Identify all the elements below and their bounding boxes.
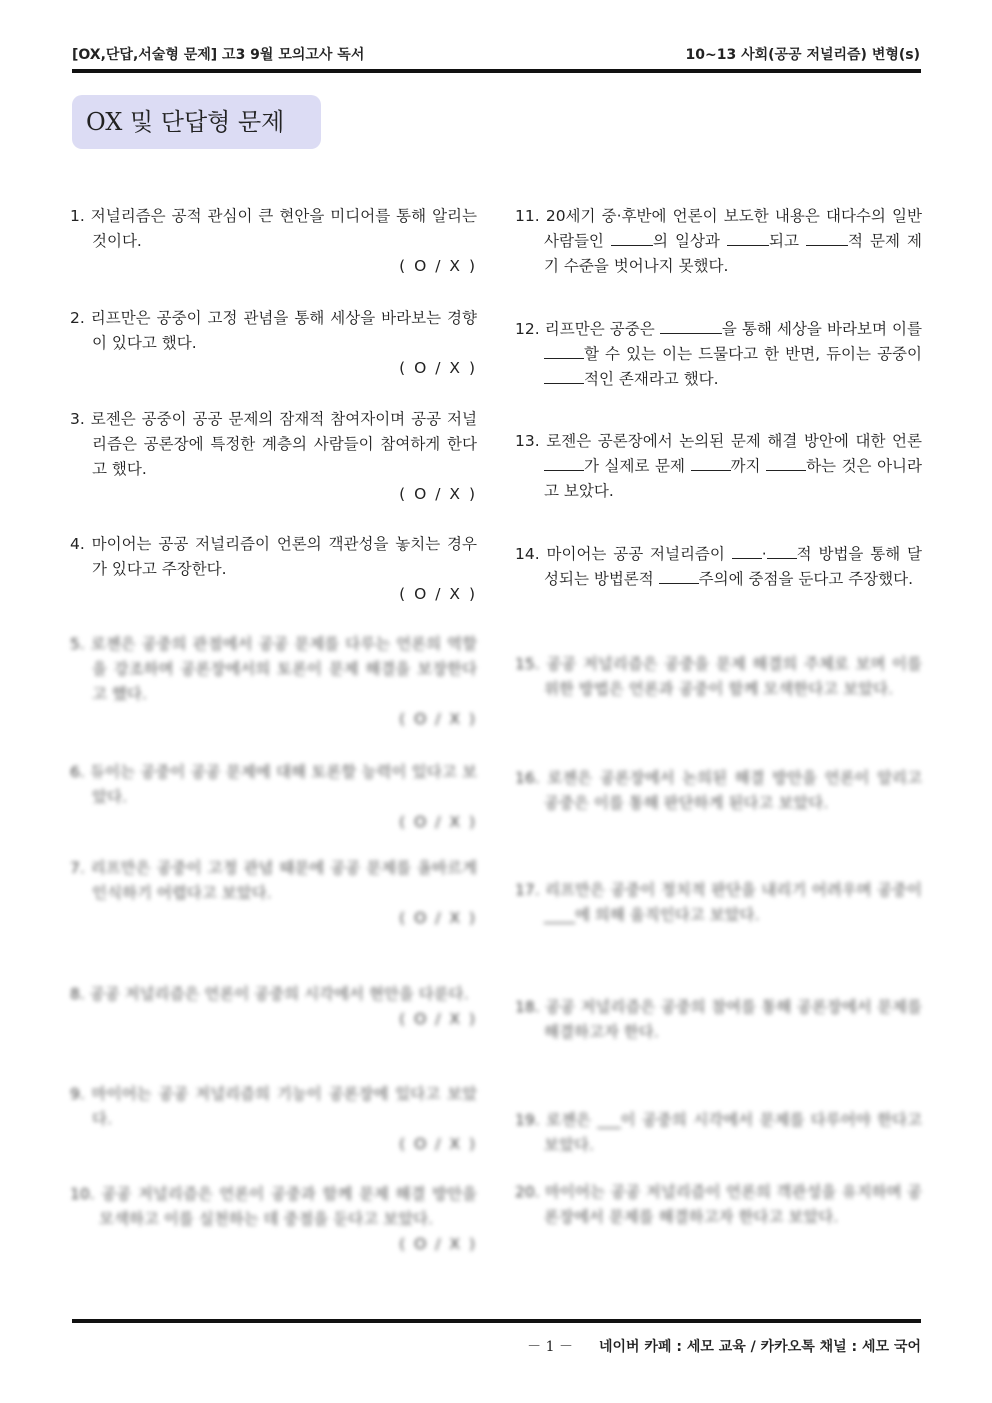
answer-blank[interactable] (766, 455, 806, 471)
question-text: 19. 로젠은 ___이 공중의 시각에서 문제를 다루어야 한다고 보았다. (515, 1111, 922, 1154)
header-right-title: 10~13 사회(공공 저널리즘) 변형(s) (685, 47, 920, 63)
question-segment: 12. 리프만은 공중은 (515, 320, 660, 338)
question-text: 16. 로젠은 공론장에서 논의된 해결 방안을 언론이 알리고 공중은 이를 통해 판단하게 된다고 보았다. (515, 769, 922, 812)
question-text: 2. 리프만은 공중이 고정 관념을 통해 세상을 바라보는 경향이 있다고 했다. (70, 309, 477, 352)
answer-blank[interactable] (544, 343, 584, 359)
answer-blank[interactable] (727, 230, 769, 246)
short-answer-question-11 (515, 204, 922, 279)
question-text: 9. 마이어는 공공 저널리즘의 기능이 공론장에 있다고 보았다. (70, 1085, 477, 1128)
answer-blank[interactable] (611, 230, 653, 246)
question-text: 6. 듀이는 공중이 공공 문제에 대해 토론할 능력이 있다고 보았다. (70, 763, 477, 806)
short-answer-question-14 (515, 542, 922, 592)
section-title: OX 및 단답형 문제 (72, 95, 321, 149)
short-answer-question-12 (515, 317, 922, 392)
header-rule (72, 69, 921, 73)
ox-question-10 (70, 1182, 477, 1257)
short-answer-question-19 (515, 1108, 922, 1158)
header-left-title: [OX,단답,서술형 문제] 고3 9월 모의고사 독서 (72, 47, 365, 63)
short-answer-question-15 (515, 652, 922, 702)
question-segment: 의 일상과 (652, 232, 727, 250)
question-text: 4. 마이어는 공공 저널리즘이 언론의 객관성을 놓치는 경우가 있다고 주장한다. (70, 535, 477, 578)
answer-blank[interactable] (691, 455, 731, 471)
question-segment: 되고 (768, 232, 806, 250)
question-text: 3. 로젠은 공중이 공공 문제의 잠재적 참여자이며 공공 저널리즘은 공론장에 특정한 계층의 사람들이 참여하게 한다고 했다. (70, 410, 477, 478)
question-text: 17. 리프만은 공중이 정치적 판단을 내리기 어려우며 공중이 ____에 의해 움직인다고 보았다. (515, 881, 922, 924)
question-segment: 적인 존재라고 했다. (584, 370, 719, 388)
ox-choice: ( O / X ) (399, 359, 477, 377)
ox-choice: ( O / X ) (399, 257, 477, 275)
ox-choice: ( O / X ) (399, 813, 477, 831)
ox-choice: ( O / X ) (399, 585, 477, 603)
ox-question-6 (70, 760, 477, 835)
question-text: 5. 로젠은 공중의 관점에서 공공 문제를 다루는 언론의 역할을 강조하며 공론장에서의 토론이 문제 해결을 보장한다고 했다. (70, 635, 477, 703)
question-segment: 할 수 있는 이는 드물다고 한 반면, 듀이는 공중이 (584, 345, 922, 363)
ox-question-1 (70, 204, 477, 279)
footer-credit: 네이버 카페 : 세모 교육 / 카카오톡 채널 : 세모 국어 (598, 1339, 921, 1355)
footer-rule (72, 1319, 921, 1323)
question-segment: · (761, 545, 767, 563)
short-answer-question-16 (515, 766, 922, 816)
ox-choice: ( O / X ) (399, 909, 477, 927)
question-segment: 적 방법을 통해 달성되는 방법론적 (544, 545, 923, 588)
ox-question-5 (70, 632, 477, 732)
ox-choice: ( O / X ) (399, 485, 477, 503)
answer-blank[interactable] (806, 230, 848, 246)
question-segment: 하는 것은 아니라고 보았다. (544, 457, 923, 500)
ox-question-9 (70, 1082, 477, 1157)
ox-question-2 (70, 306, 477, 381)
answer-blank[interactable] (544, 455, 584, 471)
question-text: 15. 공공 저널리즘은 공중을 문제 해결의 주체로 보며 이를 위한 방법은 언론과 공중이 함께 모색한다고 보았다. (515, 655, 922, 698)
question-text (515, 204, 922, 279)
question-text: 1. 저널리즘은 공적 관심이 큰 현안을 미디어를 통해 알리는 것이다. (70, 207, 477, 250)
ox-choice: ( O / X ) (399, 710, 477, 728)
question-text (515, 429, 922, 504)
answer-blank[interactable] (659, 568, 699, 584)
short-answer-question-20 (515, 1180, 922, 1230)
question-text: 20. 마이어는 공공 저널리즘이 언론의 객관성을 유지하며 공론장에서 문제를 해결하고자 한다고 보았다. (515, 1183, 922, 1226)
footer (72, 1336, 921, 1356)
question-segment: 적 문제 제기 수준을 벗어나지 못했다. (544, 232, 922, 275)
question-segment: 13. 로젠은 공론장에서 논의된 문제 해결 방안에 대한 언론 (515, 432, 922, 450)
question-segment: 주의에 중점을 둔다고 주장했다. (698, 570, 914, 588)
question-text (515, 317, 922, 392)
ox-question-3 (70, 407, 477, 507)
question-text: 10. 공공 저널리즘은 언론이 공중과 함께 문제 해결 방안을 모색하고 이를 실천하는 데 중점을 둔다고 보았다. (70, 1185, 477, 1228)
question-segment: 을 통해 세상을 바라보며 이를 (721, 320, 922, 338)
question-segment: 까지 (730, 457, 767, 475)
short-answer-question-13 (515, 429, 922, 504)
question-text: 7. 리프만은 공중이 고정 관념 때문에 공공 문제를 올바르게 인식하기 어렵다고 보았다. (70, 859, 477, 902)
question-text: 8. 공공 저널리즘은 언론이 공중의 시각에서 현안을 다룬다. (70, 985, 469, 1003)
short-answer-question-17 (515, 878, 922, 928)
ox-question-7 (70, 856, 477, 931)
answer-blank[interactable] (732, 543, 762, 559)
ox-choice: ( O / X ) (399, 1010, 477, 1028)
question-segment: 11. 20세기 중·후반에 언론이 보도한 내용은 대다수의 일반 사람들인 (515, 207, 922, 250)
page-number: － 1 － (527, 1339, 573, 1355)
question-text (515, 542, 922, 592)
answer-blank[interactable] (767, 543, 797, 559)
ox-choice: ( O / X ) (399, 1135, 477, 1153)
question-segment: 가 실제로 문제 (584, 457, 691, 475)
question-segment: 14. 마이어는 공공 저널리즘이 (515, 545, 732, 563)
answer-blank[interactable] (544, 368, 584, 384)
question-text: 18. 공공 저널리즘은 공중의 참여를 통해 공론장에서 문제를 해결하고자 한다. (515, 998, 922, 1041)
short-answer-question-18 (515, 995, 922, 1045)
answer-blank[interactable] (660, 318, 722, 334)
ox-choice: ( O / X ) (399, 1235, 477, 1253)
ox-question-8 (70, 982, 477, 1032)
ox-question-4 (70, 532, 477, 607)
